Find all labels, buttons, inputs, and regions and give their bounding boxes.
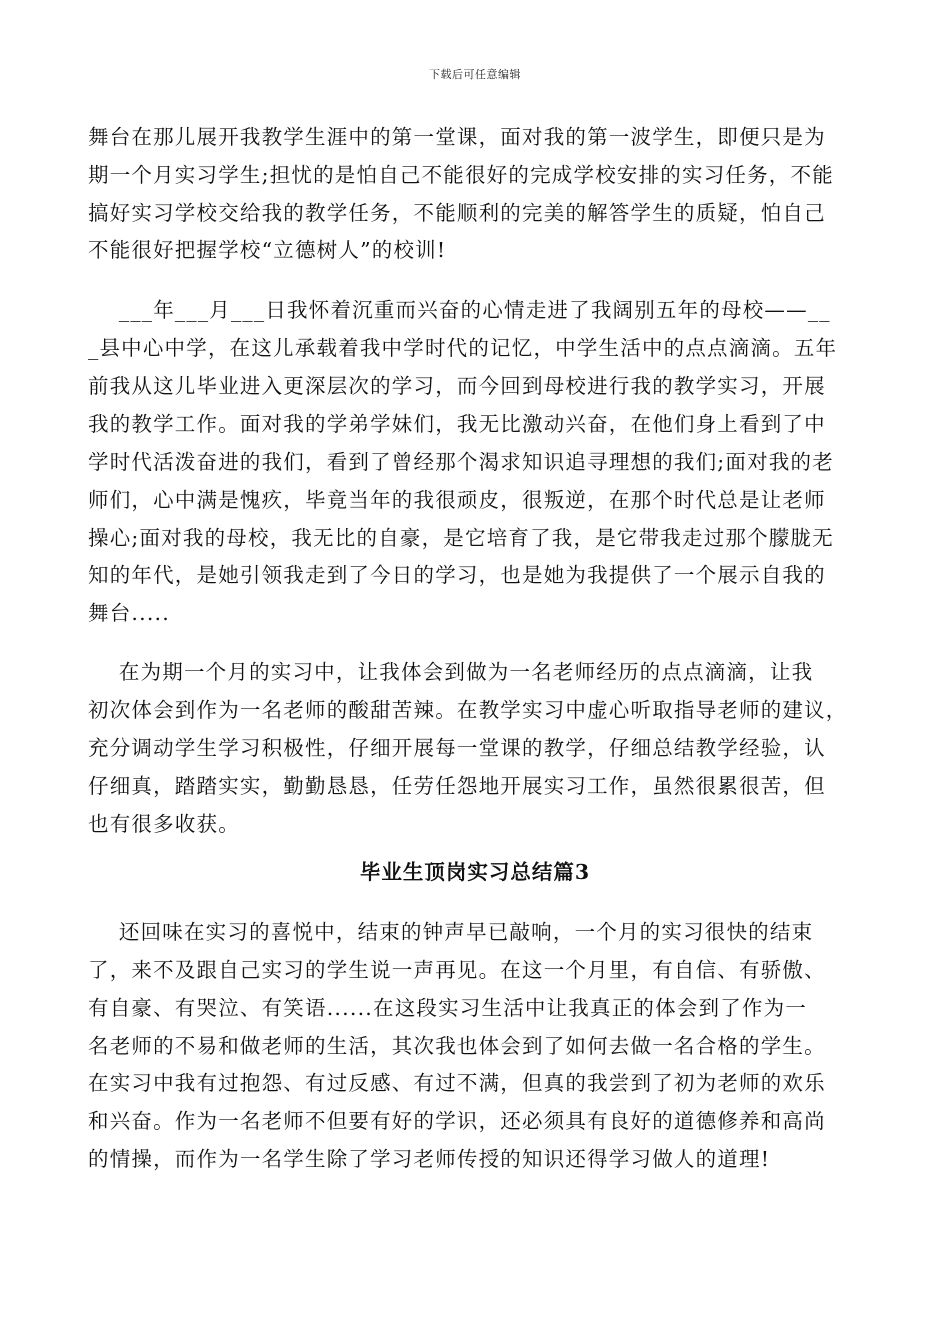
paragraph-3-line: 在为期一个月的实习中，让我体会到做为一名老师经历的点点滴滴，让我 <box>88 660 814 684</box>
paragraph-2-line: 我的教学工作。面对我的学弟学妹们，我无比激动兴奋，在他们身上看到了中 <box>88 412 826 436</box>
paragraph-2-line: 学时代活泼奋进的我们，看到了曾经那个渴求知识追寻理想的我们;面对我的老 <box>88 450 834 474</box>
paragraph-2-line: 师们，心中满是愧疚，毕竟当年的我很顽皮，很叛逆，在那个时代总是让老师 <box>88 488 826 512</box>
paragraph-3-line: 也有很多收获。 <box>88 812 240 836</box>
paragraph-1-line: 舞台在那儿展开我教学生涯中的第一堂课，面对我的第一波学生，即便只是为 <box>88 125 826 149</box>
paragraph-4-line: 的情操，而作为一名学生除了学习老师传授的知识还得学习做人的道理! <box>88 1147 771 1171</box>
paragraph-4-line: 在实习中我有过抱怨、有过反感、有过不满，但真的我尝到了初为老师的欢乐 <box>88 1071 826 1095</box>
paragraph-4-line: 了，来不及跟自己实习的学生说一声再见。在这一个月里，有自信、有骄傲、 <box>88 958 826 982</box>
paragraph-2-line: 舞台..... <box>88 601 170 625</box>
section-title: 毕业生顶岗实习总结篇3 <box>359 860 591 884</box>
paragraph-2-line: ___年___月___日我怀着沉重而兴奋的心情走进了我阔别五年的母校——__ <box>88 298 831 322</box>
page-header-note: 下载后可任意编辑 <box>429 68 521 81</box>
paragraph-4-line: 有自豪、有哭泣、有笑语......在这段实习生活中让我真正的体会到了作为一 <box>88 996 807 1020</box>
paragraph-3-line: 仔细真，踏踏实实，勤勤恳恳，任劳任怨地开展实习工作，虽然很累很苦，但 <box>88 774 826 798</box>
paragraph-2-line: 操心;面对我的母校，我无比的自豪，是它培育了我，是它带我走过那个朦胧无 <box>88 526 834 550</box>
paragraph-1-line: 搞好实习学校交给我的教学任务，不能顺利的完美的解答学生的质疑，怕自己 <box>88 201 826 225</box>
paragraph-4-line: 和兴奋。作为一名老师不但要有好的学识，还必须具有良好的道德修养和高尚 <box>88 1109 826 1133</box>
paragraph-4-line: 名老师的不易和做老师的生活，其次我也体会到了如何去做一名合格的学生。 <box>88 1034 826 1058</box>
paragraph-1-line: 不能很好把握学校“立德树人”的校训! <box>88 238 447 262</box>
paragraph-1-line: 期一个月实习学生;担忧的是怕自己不能很好的完成学校安排的实习任务，不能 <box>88 163 834 187</box>
paragraph-2-line: 知的年代，是她引领我走到了今日的学习，也是她为我提供了一个展示自我的 <box>88 563 826 587</box>
paragraph-3-line: 充分调动学生学习积极性，仔细开展每一堂课的教学，仔细总结教学经验，认 <box>88 736 826 760</box>
paragraph-2-line: 前我从这儿毕业进入更深层次的学习，而今回到母校进行我的教学实习，开展 <box>88 374 826 398</box>
paragraph-4-line: 还回味在实习的喜悦中，结束的钟声早已敲响，一个月的实习很快的结束 <box>88 920 814 944</box>
paragraph-2-line: _县中心中学，在这儿承载着我中学时代的记忆，中学生活中的点点滴滴。五年 <box>88 336 838 360</box>
paragraph-3-line: 初次体会到作为一名老师的酸甜苦辣。在教学实习中虚心听取指导老师的建议， <box>88 698 848 722</box>
